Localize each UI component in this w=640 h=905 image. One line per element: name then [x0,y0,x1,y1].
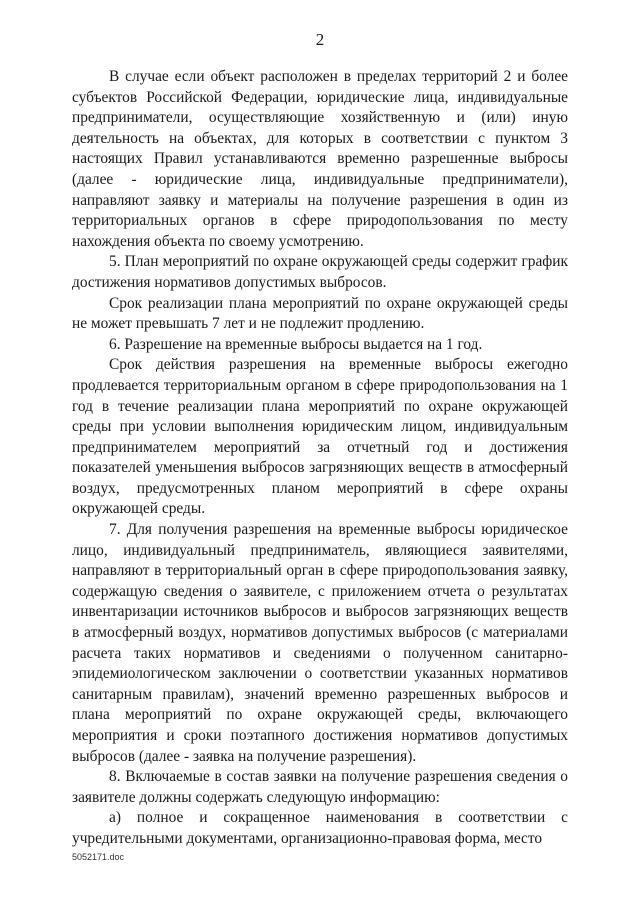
paragraph-item-8a: а) полное и сокращенное наименования в соответствии с учредительными документами, организационно-правовая форма, место [72,809,568,847]
paragraph-plan-term: Срок реализации плана мероприятий по охране окружающей среды не может превышать 7 лет и не подлежит продлению. [72,294,568,333]
paragraph-territories: В случае если объект расположен в пределах территорий 2 и более субъектов Российской Федерации, юридические лица, индивидуальные предприниматели, осуществляющие хозяйственную и (или) иную деятельность на объектах, для которых в соответствии с пунктом 3 настоящих Правил устанавливаются временно разрешенные выбросы (далее - юридические лица, индивидуальные предприниматели), направляют заявку и материалы на получение разрешения в один из территориальных органов в сфере природопользования по месту нахождения объекта по своему усмотрению. [72,68,568,250]
document-body [72,67,568,850]
paragraph-item-8: 8. Включаемые в состав заявки на получение разрешения сведения о заявителе должны содержать следующую информацию: [72,768,568,806]
paragraph-item-6: 6. Разрешение на временные выбросы выдается на 1 год. [109,335,483,353]
paragraph-item-5: 5. План мероприятий по охране окружающей среды содержит график достижения нормативов допустимых выбросов. [72,253,568,291]
page-number: 2 [315,30,325,49]
footer-filename: 5052171.doc [72,852,125,862]
paragraph-item-7: 7. Для получения разрешения на временные выбросы юридическое лицо, индивидуальный предприниматель, являющиеся заявителями, направляют в территориальный орган в сфере природопользования заявку, содержащую сведения о заявителе, с приложением отчета о результатах инвентаризации источников выбросов и выбросов загрязняющих веществ в атмосферный воздух, нормативов допустимых выбросов (с материалами расчета таких нормативов и сведениями о полученном санитарно-эпидемиологическом заключении о соответствии указанных нормативов санитарным правилам), значений временно разрешенных выбросов и плана мероприятий по охране окружающей среды, включающего мероприятия и сроки поэтапного достижения нормативов допустимых выбросов (далее - заявка на получение разрешения). [72,521,568,765]
paragraph-permit-extension: Срок действия разрешения на временные выбросы ежегодно продлевается территориальным органом в сфере природопользования на 1 год в течение реализации плана мероприятий по охране окружающей среды при условии выполнения юридическим лицом, индивидуальным предпринимателем мероприятий за отчетный год и достижения показателей уменьшения выбросов загрязняющих веществ в атмосферный воздух, предусмотренных планом мероприятий в сфере охраны окружающей среды. [72,356,568,518]
